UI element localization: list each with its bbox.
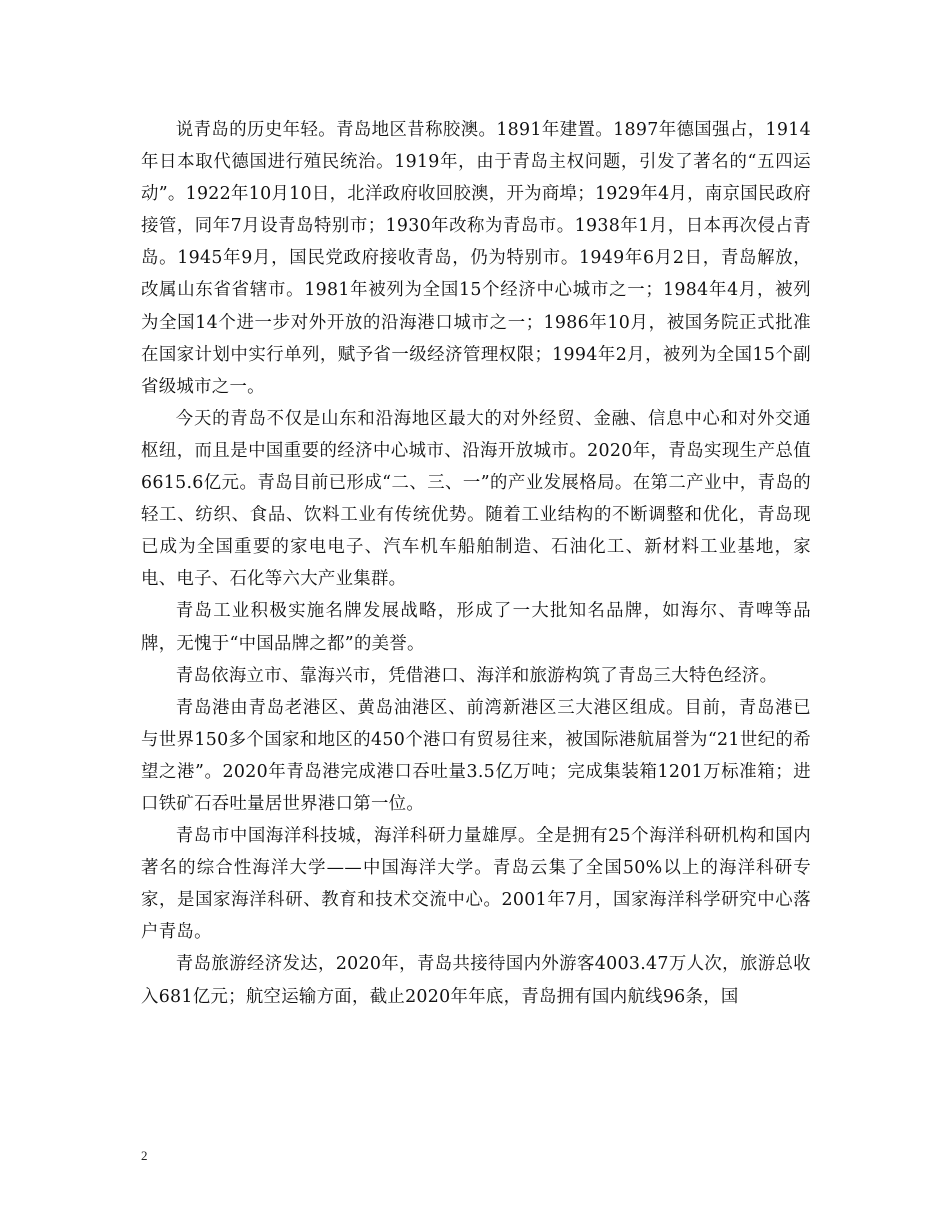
paragraph-history: 说青岛的历史年轻。青岛地区昔称胶澳。1891年建置。1897年德国强占，1914年日本取代德国进行殖民统治。1919年，由于青岛主权问题，引发了著名的“五四运动”。1922年10月10日，北洋政府收回胶澳，开为商埠；1929年4月，南京国民政府接管，同年7月设青岛特别市；1930年改称为青岛市。1938年1月，日本再次侵占青岛。1945年9月，国民党政府接收青岛，仍为特别市。1949年6月2日，青岛解放，改属山东省省辖市。1981年被列为全国15个经济中心城市之一；1984年4月，被列为全国14个进一步对外开放的沿海港口城市之一；1986年10月，被国务院正式批准在国家计划中实行单列，赋予省一级经济管理权限；1994年2月，被列为全国15个副省级城市之一。	[141, 120, 811, 397]
paragraph-port: 青岛港由青岛老港区、黄岛油港区、前湾新港区三大港区组成。目前，青岛港已与世界150多个国家和地区的450个港口有贸易往来，被国际港航届誉为“21世纪的希望之港”。2020年青岛港完成港口吞吐量3.5亿万吨；完成集装箱1201万标准箱；进口铁矿石吞吐量居世界港口第一位。	[141, 697, 811, 814]
paragraph-marine-science: 青岛市中国海洋科技城，海洋科研力量雄厚。全是拥有25个海洋科研机构和国内著名的综合性海洋大学——中国海洋大学。青岛云集了全国50%以上的海洋科研专家，是国家海洋科研、教育和技术交流中心。2001年7月，国家海洋科学研究中心落户青岛。	[141, 826, 811, 943]
paragraph-economy: 今天的青岛不仅是山东和沿海地区最大的对外经贸、金融、信息中心和对外交通枢纽，而且是中国重要的经济中心城市、沿海开放城市。2020年，青岛实现生产总值6615.6亿元。青岛目前已形成“二、三、一”的产业发展格局。在第二产业中，青岛的轻工、纺织、食品、饮料工业有传统优势。随着工业结构的不断调整和优化，青岛现已成为全国重要的家电电子、汽车机车船舶制造、石油化工、新材料工业基地，家电、电子、石化等六大产业集群。	[141, 408, 811, 590]
paragraph-tourism: 青岛旅游经济发达，2020年，青岛共接待国内外游客4003.47万人次，旅游总收入681亿元；航空运输方面，截止2020年年底，青岛拥有国内航线96条，国	[141, 954, 811, 1007]
paragraph-brands: 青岛工业积极实施名牌发展战略，形成了一大批知名品牌，如海尔、青啤等品牌，无愧于“中国品牌之都”的美誉。	[141, 601, 811, 654]
document-body	[141, 114, 811, 1013]
paragraph-sea-economy: 青岛依海立市、靠海兴市，凭借港口、海洋和旅游构筑了青岛三大特色经济。	[175, 665, 778, 686]
page-number: 2	[141, 1148, 148, 1163]
